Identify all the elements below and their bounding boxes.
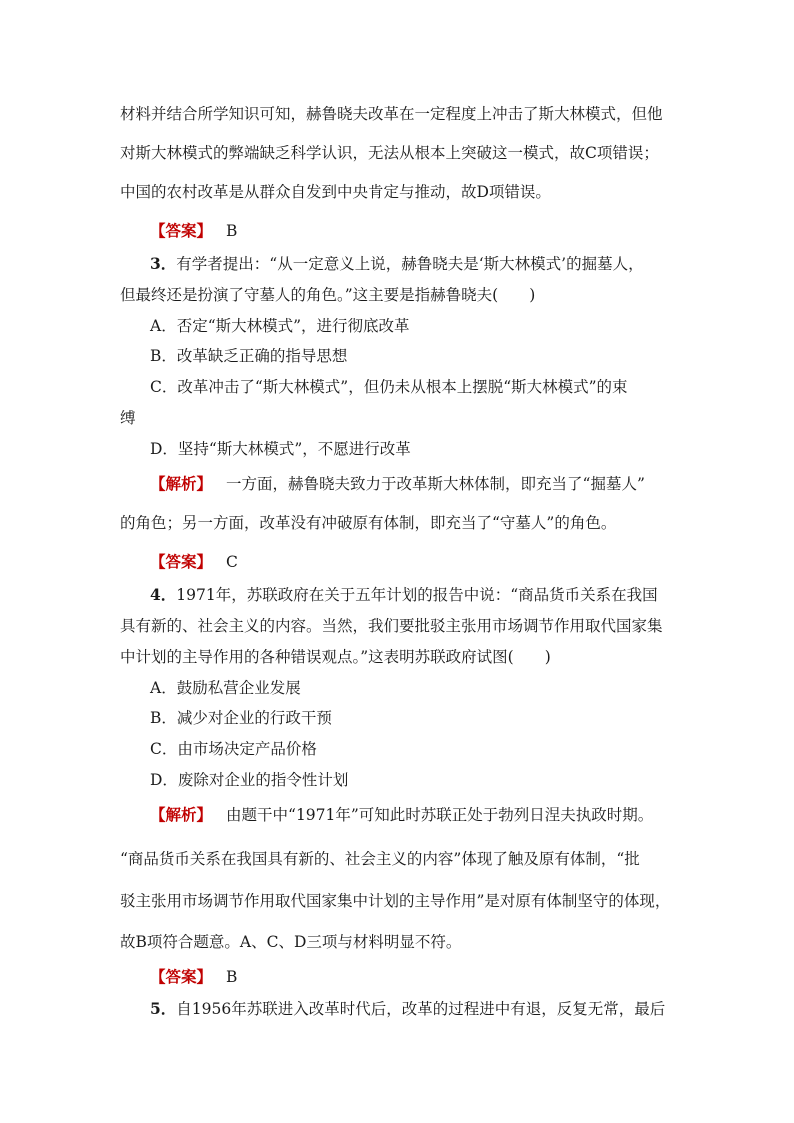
option-text: B．减少对企业的行政干预 [150,709,332,727]
question-line [150,254,644,274]
option-line [150,439,411,459]
line-text: 驳主张用市场调节作用取代国家集中计划的主导作用”是对原有体制坚守的体现， [120,892,671,910]
line-text: 缚 [120,409,136,427]
question-number: 5． [150,999,177,1018]
line-text: 的角色；另一方面，改革没有冲破原有体制，即充当了“守墓人”的角色。 [120,514,617,532]
line-text: 有学者提出：“从一定意义上说，赫鲁晓夫是‘斯大林模式’的掘墓人， [176,255,644,273]
option-line [150,678,301,698]
option-text: A．否定“斯大林模式”，进行彻底改革 [150,317,410,335]
answer-tag: 【答案】 [150,967,213,986]
question-number: 4． [150,585,177,604]
line-text: 一方面，赫鲁晓夫致力于改革斯大林体制，即充当了“掘墓人” [226,475,645,493]
option-line [150,739,317,759]
paragraph-line [120,143,659,163]
answer-value: C [226,553,238,571]
line-text: 由题干中“1971年”可知此时苏联正处于勃列日涅夫执政时期。 [226,806,654,824]
answer-tag: 【答案】 [150,221,213,240]
question-number: 3． [150,254,177,273]
paragraph-line [120,849,640,869]
question-line [150,585,658,605]
paragraph-line [120,647,551,667]
paragraph-line [120,182,551,202]
option-line [150,377,628,397]
option-text: D．废除对企业的指令性计划 [150,771,349,789]
option-line [150,708,332,728]
analysis-line [150,805,653,825]
paragraph-line [120,932,461,952]
option-line [150,770,348,790]
line-text: 但最终还是扮演了守墓人的角色。”这主要是指赫鲁晓夫( ) [120,286,536,304]
option-text: C．改革冲击了“斯大林模式”，但仍未从根本上摆脱“斯大林模式”的束 [150,378,628,396]
line-text: 具有新的、社会主义的内容。当然，我们要批驳主张用市场调节作用取代国家集 [120,617,663,635]
question-line [150,999,665,1019]
answer-value: B [226,222,238,240]
option-line [150,316,410,336]
answer-tag: 【答案】 [150,552,213,571]
paragraph-line [120,104,663,124]
line-text: “商品货币关系在我国具有新的、社会主义的内容”体现了触及原有体制，“批 [120,850,640,868]
line-text: 故B项符合题意。A、C、D三项与材料明显不符。 [120,933,462,951]
line-text: 1971年，苏联政府在关于五年计划的报告中说：“商品货币关系在我国 [176,586,658,604]
line-text: 自1956年苏联进入改革时代后，改革的过程进中有退，反复无常，最后 [176,1000,666,1018]
paragraph-line [120,513,616,533]
line-text: 中国的农村改革是从群众自发到中央肯定与推动，故D项错误。 [120,183,551,201]
line-text: 对斯大林模式的弊端缺乏科学认识，无法从根本上突破这一模式，故C项错误； [120,144,659,162]
answer-line [150,552,238,572]
analysis-tag: 【解析】 [150,805,213,824]
option-text: B．改革缺乏正确的指导思想 [150,347,348,365]
analysis-line [150,474,645,494]
option-line [150,346,347,366]
paragraph-line [120,408,136,428]
answer-value: B [226,968,238,986]
line-text: 材料并结合所学知识可知，赫鲁晓夫改革在一定程度上冲击了斯大林模式，但他 [120,105,663,123]
option-text: C．由市场决定产品价格 [150,740,317,758]
answer-line [150,967,237,987]
paragraph-line [120,616,663,636]
paragraph-line [120,891,670,911]
option-text: A．鼓励私营企业发展 [150,679,301,697]
analysis-tag: 【解析】 [150,474,213,493]
line-text: 中计划的主导作用的各种错误观点。”这表明苏联政府试图( ) [120,648,551,666]
option-text: D．坚持“斯大林模式”，不愿进行改革 [150,440,411,458]
paragraph-line [120,285,535,305]
answer-line [150,221,237,241]
